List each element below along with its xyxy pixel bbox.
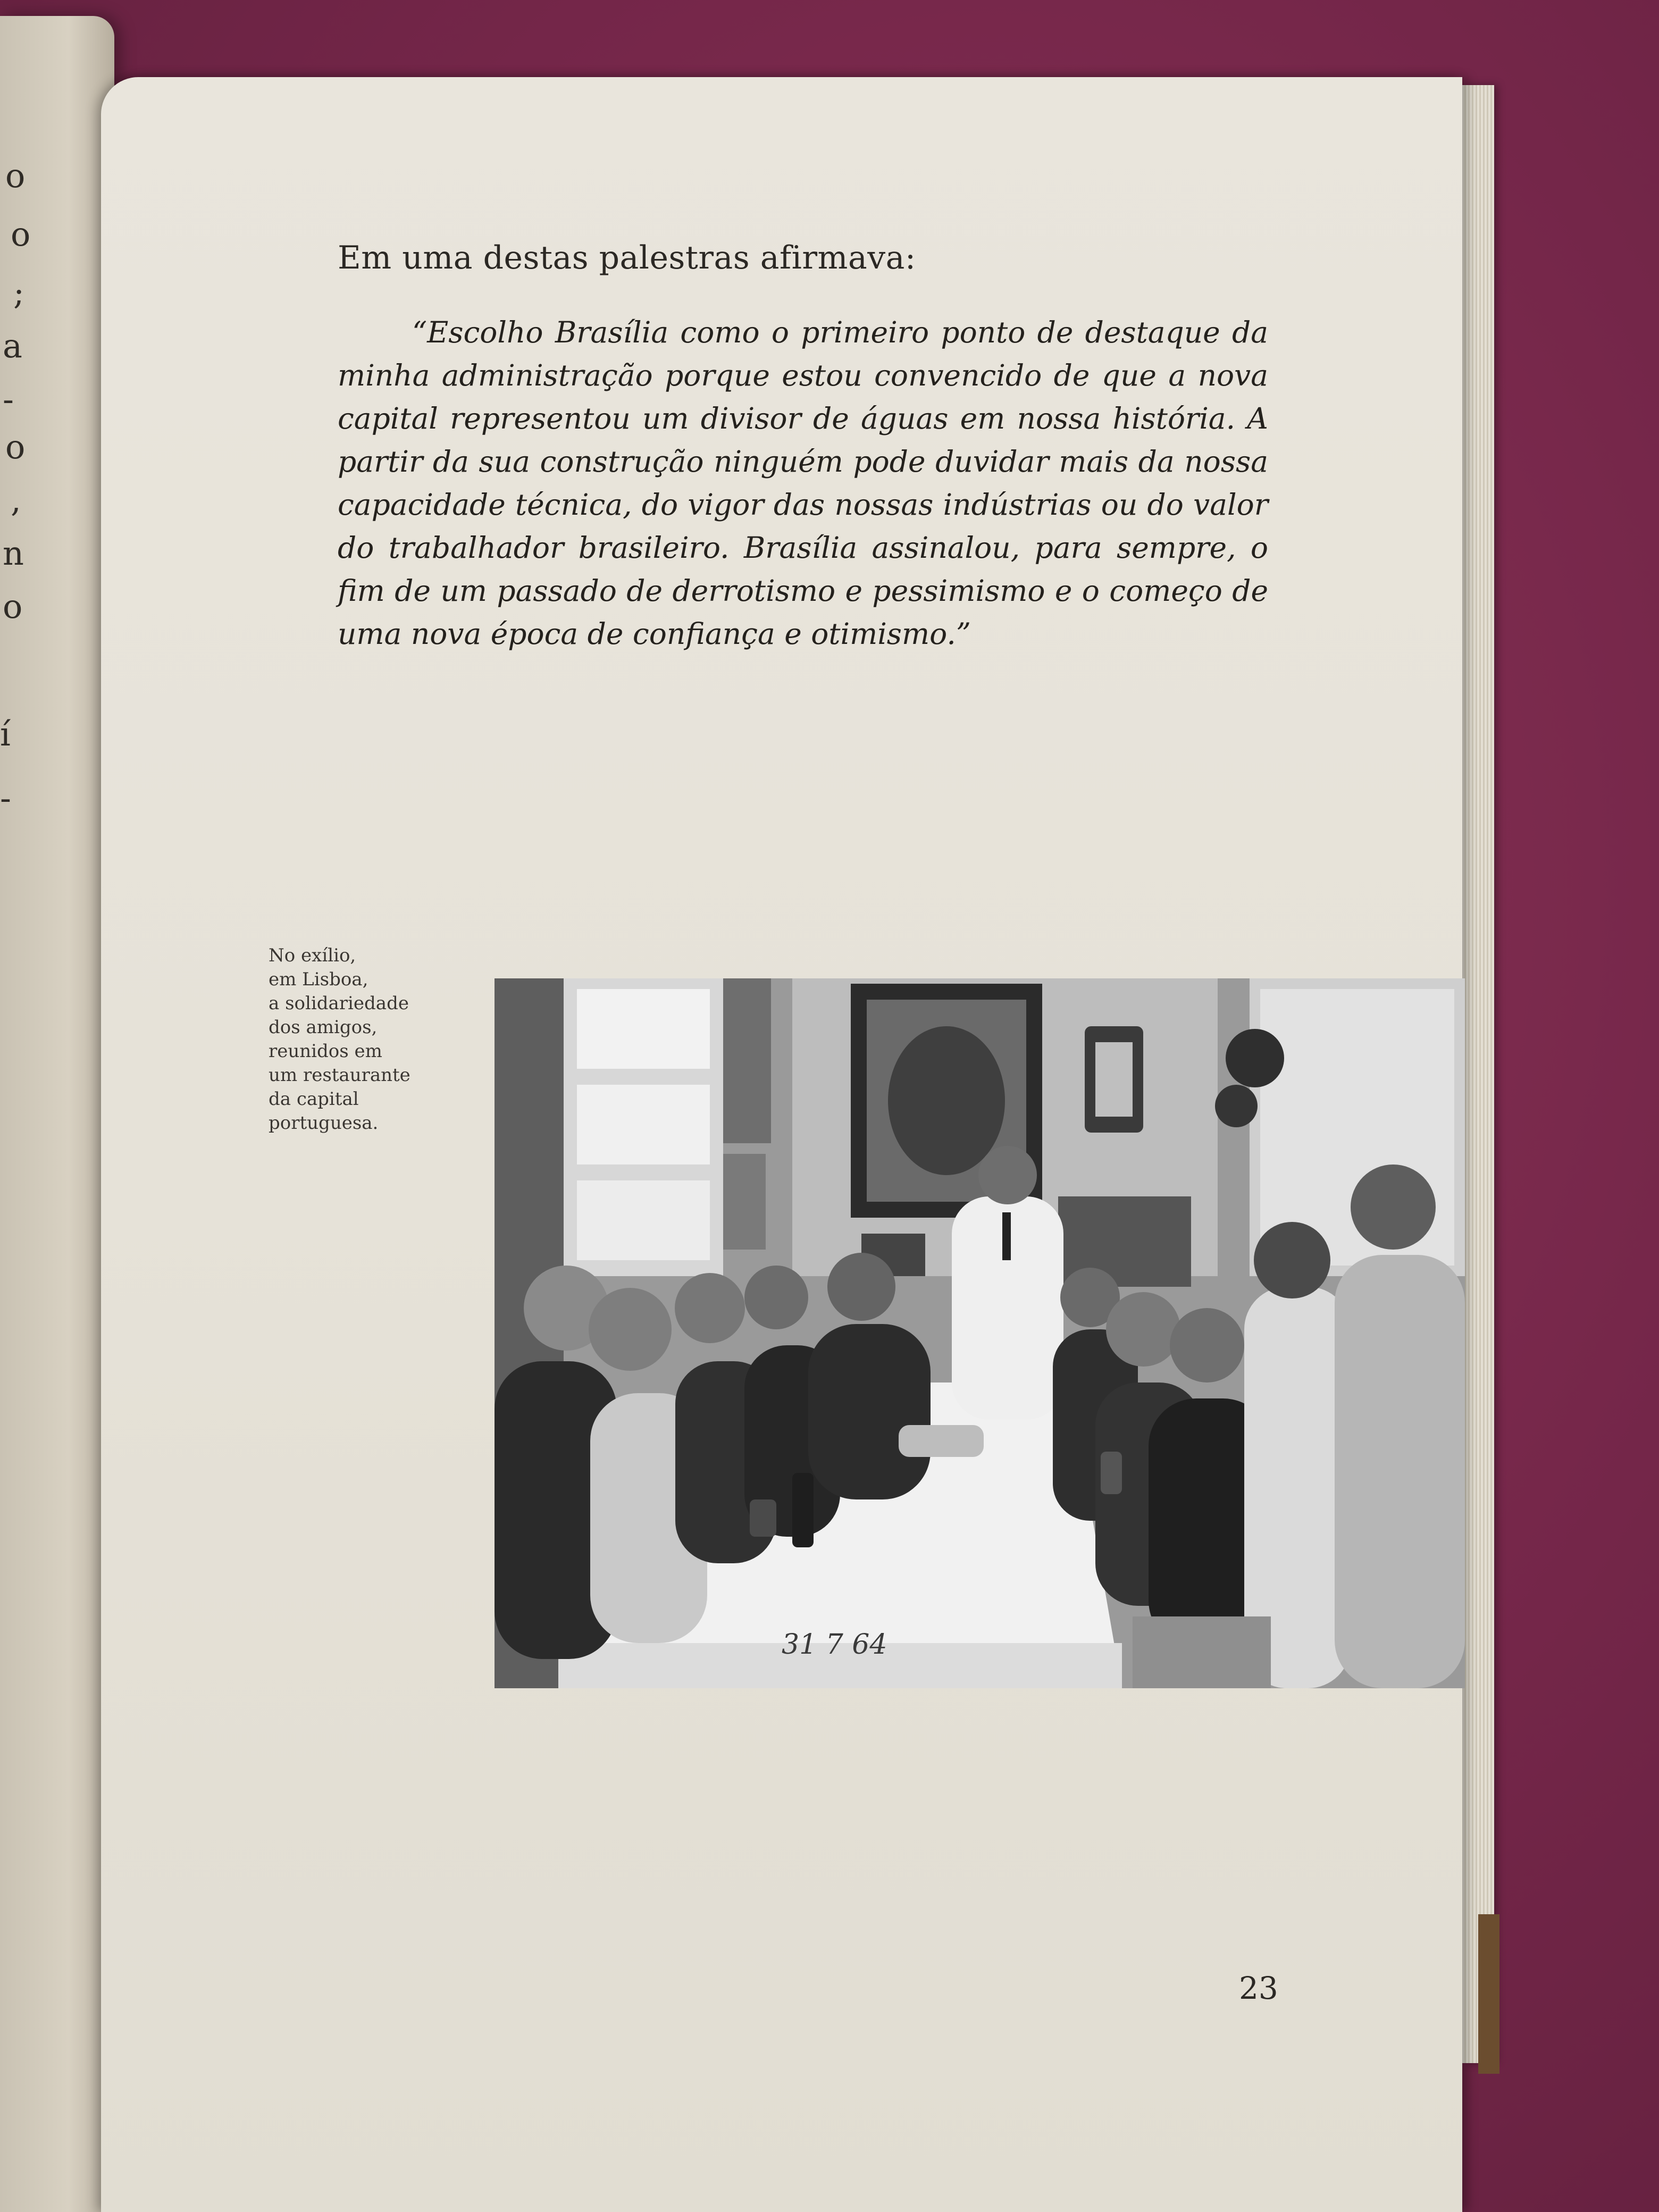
facing-page-fragment: í (0, 715, 11, 753)
facing-page-fragment: o (5, 156, 26, 195)
caption-line: dos amigos, (269, 1017, 378, 1038)
caption-line: reunidos em (269, 1041, 382, 1062)
page-number: 23 (1239, 1970, 1278, 2006)
facing-page-fragment: , (11, 481, 21, 520)
photo-caption (269, 944, 444, 1135)
caption-line: em Lisboa, (269, 969, 368, 990)
caption-line: um restaurante (269, 1065, 410, 1086)
facing-page-fragment: o (11, 215, 31, 254)
handwritten-date-note: 31 7 64 (782, 1629, 887, 1661)
facing-page-fragment: - (3, 380, 14, 418)
facing-page-fragment: ; (13, 273, 24, 312)
page-block-edge (1462, 85, 1494, 2063)
facing-page-fragment: - (0, 778, 11, 817)
facing-page-fragment: o (3, 587, 23, 626)
facing-page-fragment: n (3, 534, 24, 573)
quotation-paragraph: “Escolho Brasília como o primeiro ponto de destaque da minha administração porque estou convencido de que a nova capital representou um divisor de águas em nossa história. A partir da sua construção ninguém pode duvidar mais da nossa capacidade técnica, do vigor das nossas indústrias ou do valor do trabalhador brasileiro. Brasília assinalou, para sempre, o fim de um passado de derrotismo e pessimismo e o começo de uma nova época de confiança e otimismo.” (338, 315, 1268, 651)
facing-page-fragment: o (5, 428, 26, 466)
facing-page-left (0, 16, 114, 2212)
caption-line: portuguesa. (269, 1112, 379, 1134)
book-cover-edge (1478, 1914, 1499, 2074)
caption-line: No exílio, (269, 945, 356, 966)
restaurant-group-photo (495, 978, 1465, 1688)
facing-page-fragment: a (3, 326, 22, 365)
caption-line: a solidariedade (269, 993, 409, 1014)
intro-line: Em uma destas palestras afirmava: (338, 239, 916, 276)
caption-line: da capital (269, 1088, 359, 1110)
